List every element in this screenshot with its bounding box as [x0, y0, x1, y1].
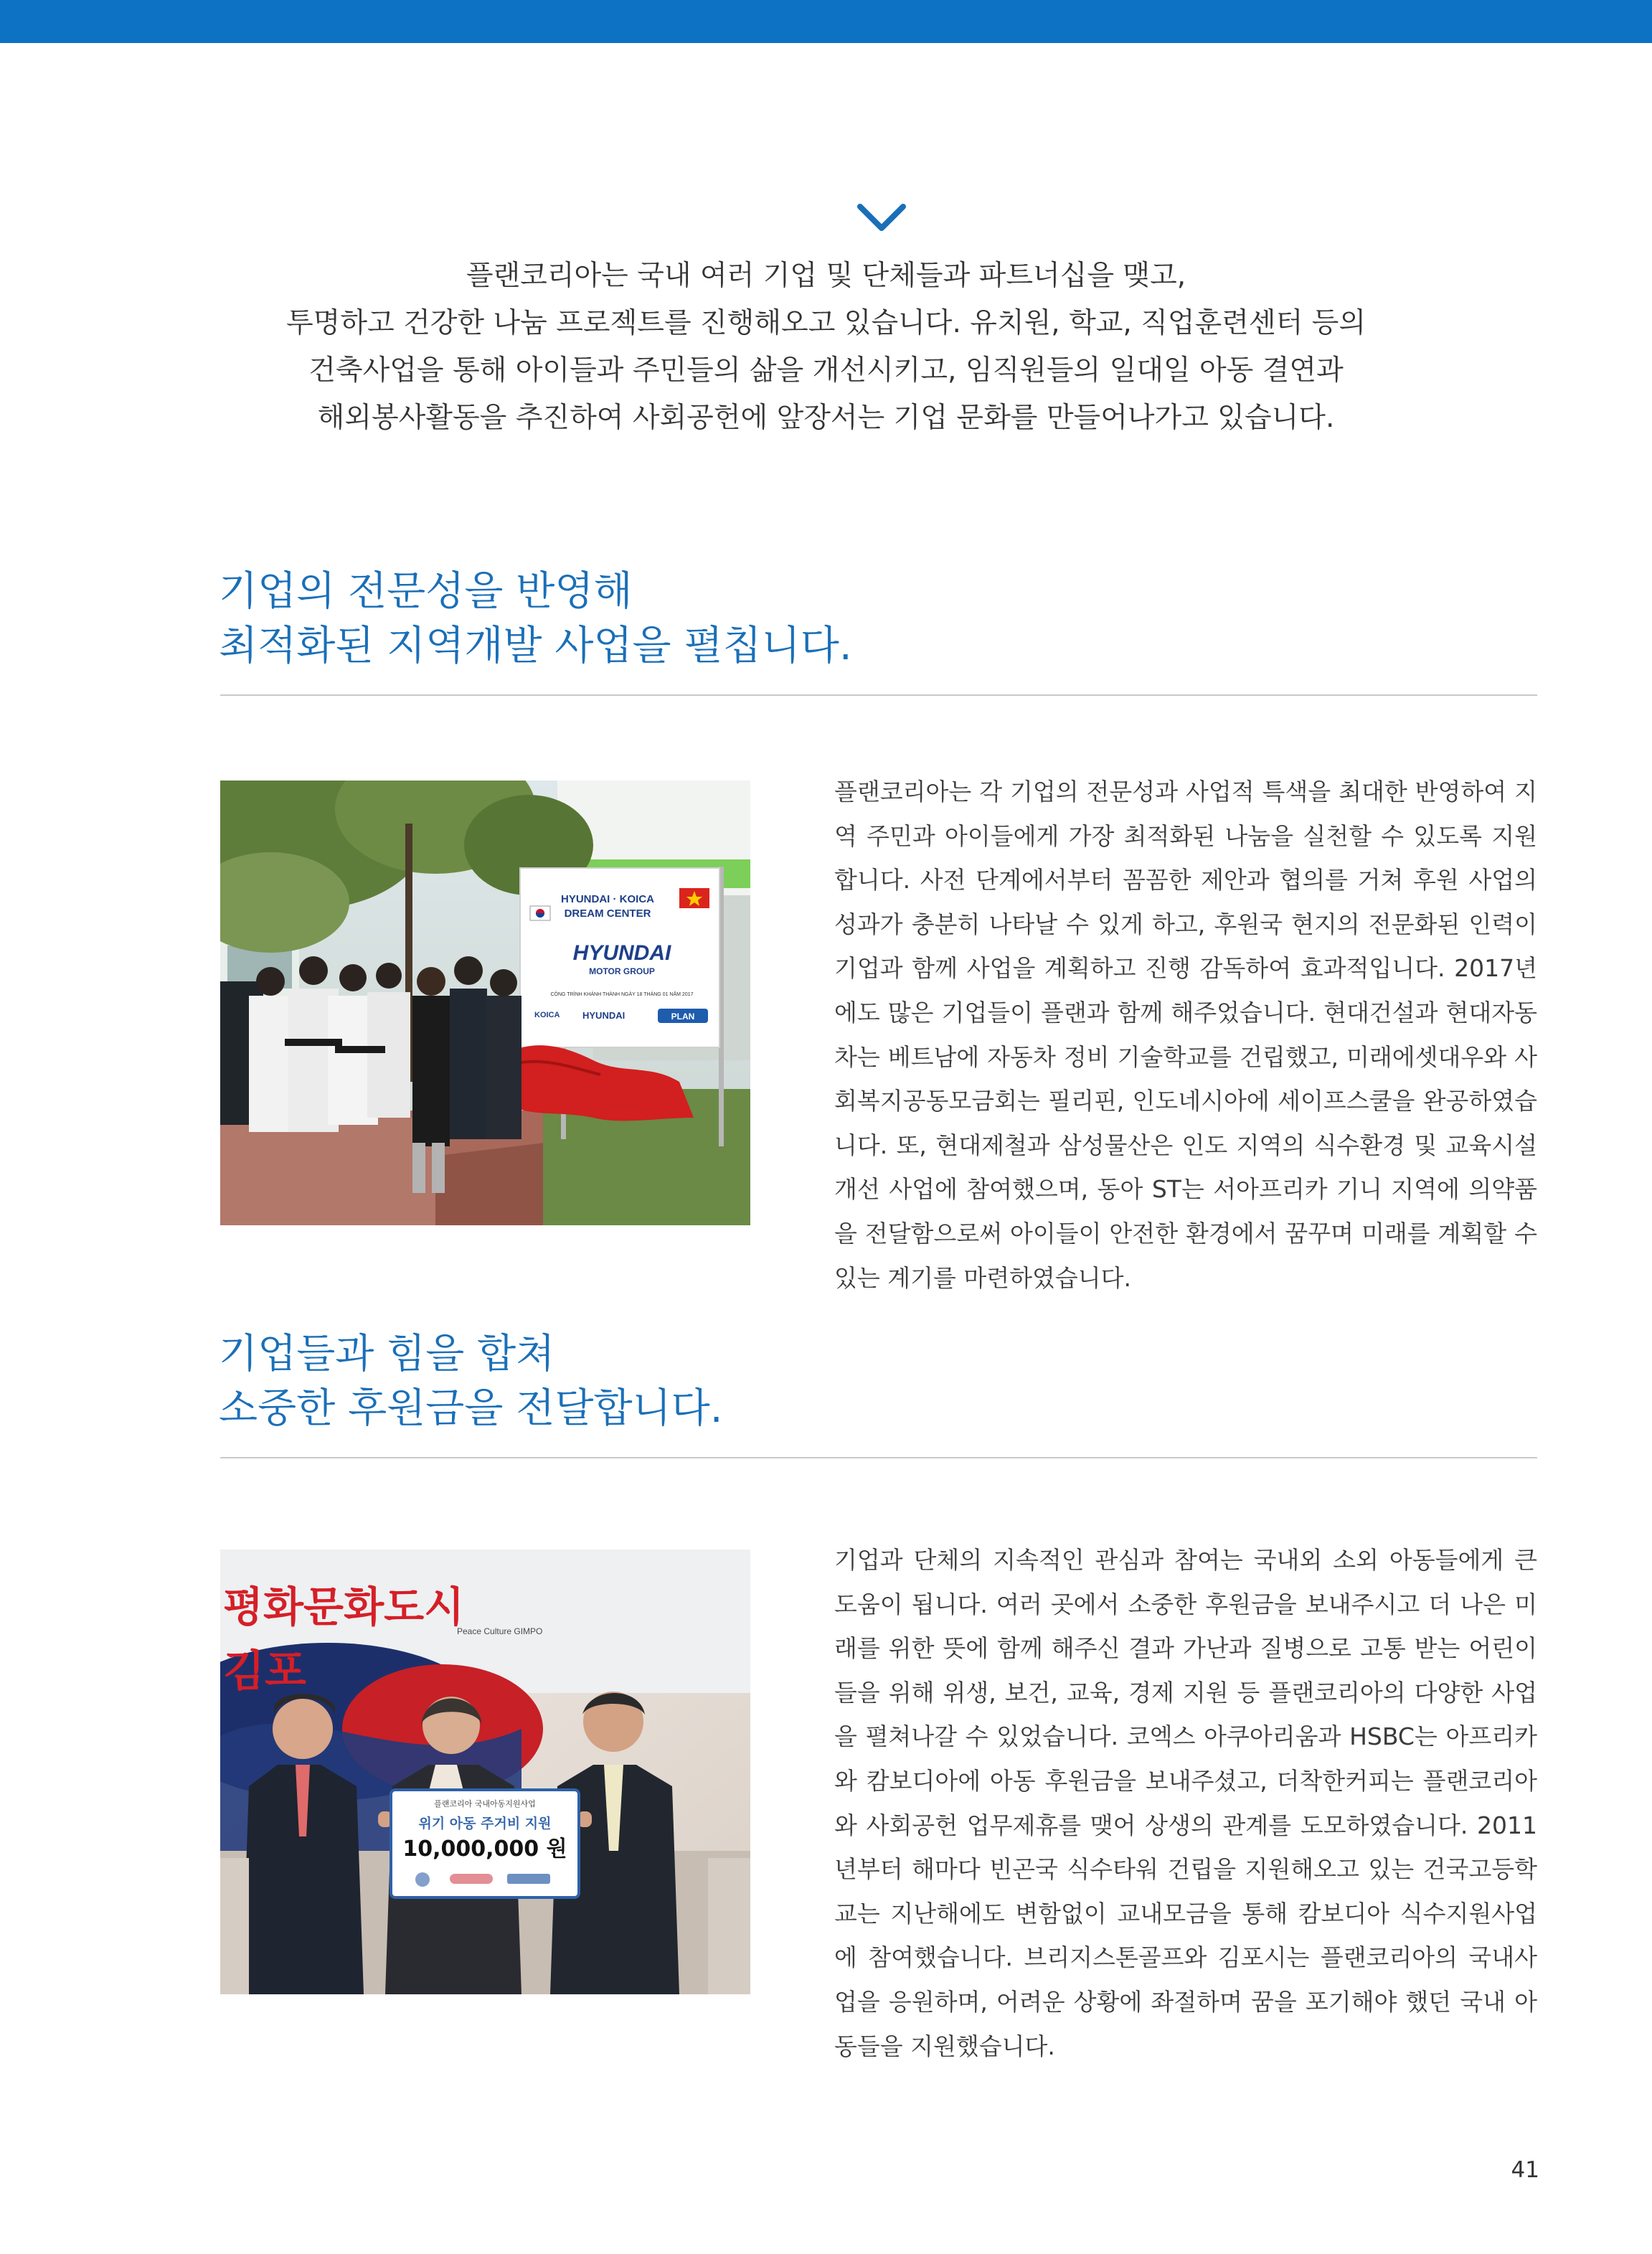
intro-line: 플랜코리아는 국내 여러 기업 및 단체들과 파트너십을 맺고,	[466, 260, 1186, 292]
banner-city-text: 김포	[223, 1646, 306, 1697]
sign-logo-text: KOICA	[534, 1011, 560, 1019]
section-title-line: 기업의 전문성을 반영해	[219, 568, 633, 615]
chevron-down-icon	[856, 202, 907, 234]
sign-caption-text: CÔNG TRÌNH KHÁNH THÀNH NGÀY 18 THÁNG 01 NĂM 2017	[550, 992, 694, 997]
hyundai-dream-center-photo	[220, 781, 750, 1225]
sign-center-text: DREAM CENTER	[564, 907, 651, 920]
board-org-text: 플랜코리아 국내아동지원사업	[434, 1799, 536, 1809]
ceremony-illustration	[220, 781, 750, 1225]
sign-brand-text: HYUNDAI · KOICA	[561, 893, 654, 905]
sign-sub-text: MOTOR GROUP	[589, 966, 655, 976]
intro-paragraph	[230, 253, 1422, 442]
section-title-donation	[219, 1327, 723, 1436]
sign-logo-text: PLAN	[671, 1012, 695, 1022]
section-title-line: 최적화된 지역개발 사업을 펼칩니다.	[219, 623, 852, 669]
sign-main-text: HYUNDAI	[572, 941, 671, 965]
sign-logo-text: HYUNDAI	[582, 1010, 626, 1021]
section-divider	[220, 1457, 1537, 1458]
intro-line: 해외봉사활동을 추진하여 사회공헌에 앞장서는 기업 문화를 만들어나가고 있습니다.	[317, 402, 1335, 434]
section-title-expertise	[219, 565, 852, 674]
board-amount-text: 10,000,000 원	[402, 1836, 567, 1862]
top-accent-bar	[0, 0, 1652, 43]
donation-illustration	[220, 1550, 750, 1994]
gimpo-donation-photo	[220, 1550, 750, 1994]
section-title-line: 기업들과 힘을 합쳐	[219, 1331, 555, 1377]
intro-line: 건축사업을 통해 아이들과 주민들의 삶을 개선시키고, 임직원들의 일대일 아동 결연과	[308, 354, 1344, 387]
intro-line: 투명하고 건강한 나눔 프로젝트를 진행해오고 있습니다. 유치원, 학교, 직업훈련센터 등의	[285, 307, 1367, 339]
section-divider	[220, 694, 1537, 696]
banner-title-text: 평화문화도시	[223, 1583, 465, 1631]
section-title-line: 소중한 후원금을 전달합니다.	[219, 1385, 723, 1432]
section-body-expertise: 플랜코리아는 각 기업의 전문성과 사업적 특색을 최대한 반영하여 지역 주민과 아이들에게 가장 최적화된 나눔을 실천할 수 있도록 지원합니다. 사전 단계에서부터 꼼꼼한 제안과 협의를 거쳐 후원 사업의 성과가 충분히 나타날 수 있게 하고, 후원국 현지의 전문화된 인력이 기업과 함께 사업을 계획하고 진행 감독하여 효과적입니다. 2017년에도 많은 기업들이 플랜과 함께 해주었습니다. 현대건설과 현대자동차는 베트남에 자동차 정비 기술학교를 건립했고, 미래에셋대우와 사회복지공동모금회는 필리핀, 인도네시아에 세이프스쿨을 완공하였습니다. 또, 현대제철과 삼성물산은 인도 지역의 식수환경 및 교육시설 개선 사업에 참여했으며, 동아 ST는 서아프리카 기니 지역에 의약품을 전달함으로써 아이들이 안전한 환경에서 꿈꾸며 미래를 계획할 수 있는 계기를 마련하였습니다.	[834, 778, 1537, 1292]
section-body-donation: 기업과 단체의 지속적인 관심과 참여는 국내외 소외 아동들에게 큰 도움이 됩니다. 여러 곳에서 소중한 후원금을 보내주시고 더 나은 미래를 위한 뜻에 함께 해주신 결과 가난과 질병으로 고통 받는 어린이들을 위해 위생, 보건, 교육, 경제 지원 등 플랜코리아의 다양한 사업을 펼쳐나갈 수 있었습니다. 코엑스 아쿠아리움과 HSBC는 아프리카와 캄보디아에 아동 후원금을 보내주셨고, 더착한커피는 플랜코리아와 사회공헌 업무제휴를 맺어 상생의 관계를 도모하였습니다. 2011년부터 해마다 빈곤국 식수타워 건립을 지원해오고 있는 건국고등학교는 지난해에도 변함없이 교내모금을 통해 캄보디아 식수지원사업에 참여했습니다. 브리지스톤골프와 김포시는 플랜코리아의 국내사업을 응원하며, 어려운 상황에 좌절하며 꿈을 포기해야 했던 국내 아동들을 지원했습니다.	[834, 1546, 1537, 2060]
board-title-text: 위기 아동 주거비 지원	[418, 1816, 552, 1831]
banner-sub-text: Peace Culture GIMPO	[457, 1626, 543, 1636]
page-number: 41	[1511, 2157, 1539, 2183]
